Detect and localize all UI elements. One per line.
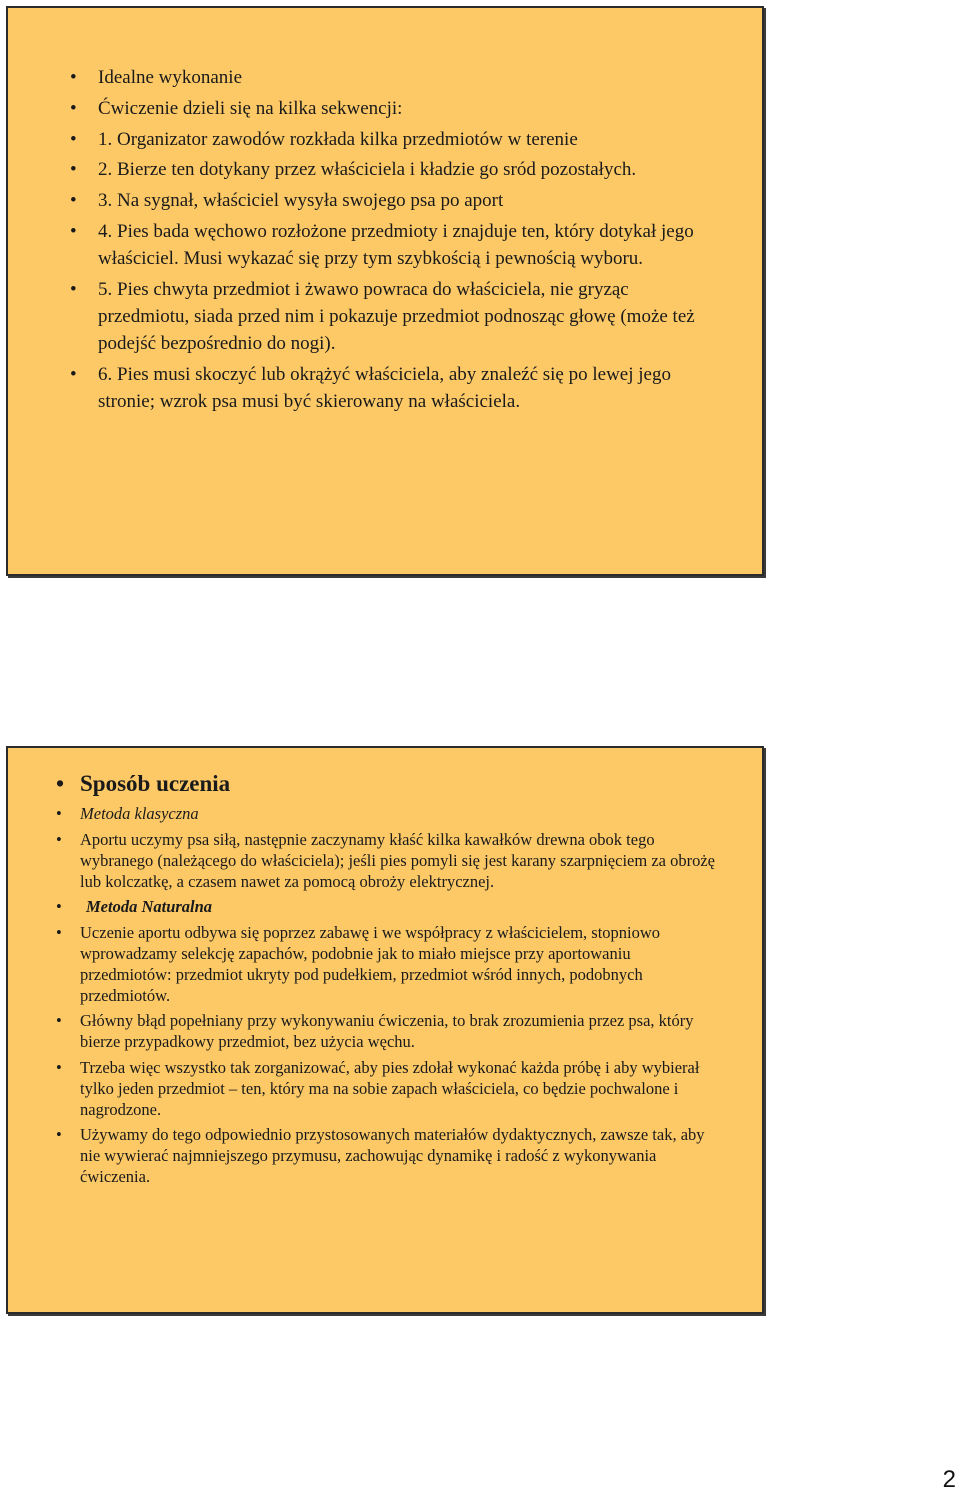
bullet-icon: • [70,220,77,242]
bullet-icon: • [70,159,77,181]
bullet-icon: • [56,1057,62,1077]
bullet-icon: • [70,67,77,88]
bullet-icon: • [56,771,65,796]
list-item: • Trzeba więc wszystko tak zorganizować, aby pies zdołał wykonać każda próbę i aby wybierał tylko jeden przedmiot – ten, który ma na sobie zapach właściciela, co będzie pochwalone i nagrodzone. [56,1057,700,1119]
bullet-icon: • [56,1125,62,1144]
slide-1 [6,6,764,576]
slide-2 [6,746,764,1314]
bullet-icon: • [70,128,77,150]
bullet-icon: • [70,97,77,119]
list-item: • Aportu uczymy psa siłą, następnie zaczynamy kłaść kilka kawałków drewna obok tego wybranego (należącego do właściciela); jeśli pies pomyli się jest karany szarpnięciem za obrożę lub kolczatkę, a czasem nawet za pomocą obroży elektrycznej. [56,829,715,891]
list-item: • 3. Na sygnał, właściciel wysyła swojego psa po aport [98,187,718,214]
list-item: • 4. Pies bada węchowo rozłożone przedmioty i znajduje ten, który dotykał jego właściciel. Musi wykazać się przy tym szybkością i pewnością wyboru. [98,218,718,272]
list-item: • 1. Organizator zawodów rozkłada kilka przedmiotów w terenie [98,126,718,153]
bullet-icon: • [56,829,62,849]
method-natural-label: • Metoda Naturalna [56,897,213,916]
list-item: • Ćwiczenie dzieli się na kilka sekwencji: [98,95,718,122]
bullet-icon: • [70,190,77,212]
method-classic-label: • Metoda klasyczna [56,804,199,823]
bullet-icon: • [56,922,62,942]
slide-2-bullet-list [56,768,720,1192]
bullet-icon: • [70,278,77,300]
list-item: • 2. Bierze ten dotykany przez właściciela i kładzie go sród pozostałych. [98,156,718,183]
list-item: • Główny błąd popełniany przy wykonywaniu ćwiczenia, to brak zrozumienia przez psa, który bierze przypadkowy przedmiot, bez użycia węchu. [56,1011,694,1051]
slide-heading: • Sposób uczenia [80,768,720,800]
list-item: • Uczenie aportu odbywa się poprzez zabawę i we współpracy z właścicielem, stopniowo wprowadzamy selekcję zapachów, podobnie jak to miało miejsce przy aportowaniu przedmiotów: przedmiot ukryty pod pudełkiem, przedmiot wśród innych, podobnych przedmiotów. [56,922,661,1005]
list-item: • 5. Pies chwyta przedmiot i żwawo powraca do właściciela, nie gryząc przedmiotu, siada przed nim i pokazuje przedmiot podnosząc głowę (może też podejść bezpośrednio do nogi). [98,276,718,357]
list-item: • Idealne wykonanie [98,64,718,91]
list-item: • 6. Pies musi skoczyć lub okrążyć właściciela, aby znaleźć się po lewej jego stronie; wzrok psa musi być skierowany na właściciela. [98,361,718,415]
bullet-icon: • [56,804,62,823]
slide-1-bullet-list [70,64,718,418]
bullet-icon: • [56,897,62,916]
page-number: 2 [942,1466,956,1493]
bullet-icon: • [70,363,77,385]
list-item: • Używamy do tego odpowiednio przystosowanych materiałów dydaktycznych, zawsze tak, aby nie wywierać najmniejszego przymusu, zachowując dynamikę i radość z wykonywania ćwiczenia. [56,1125,705,1186]
bullet-icon: • [56,1011,62,1030]
